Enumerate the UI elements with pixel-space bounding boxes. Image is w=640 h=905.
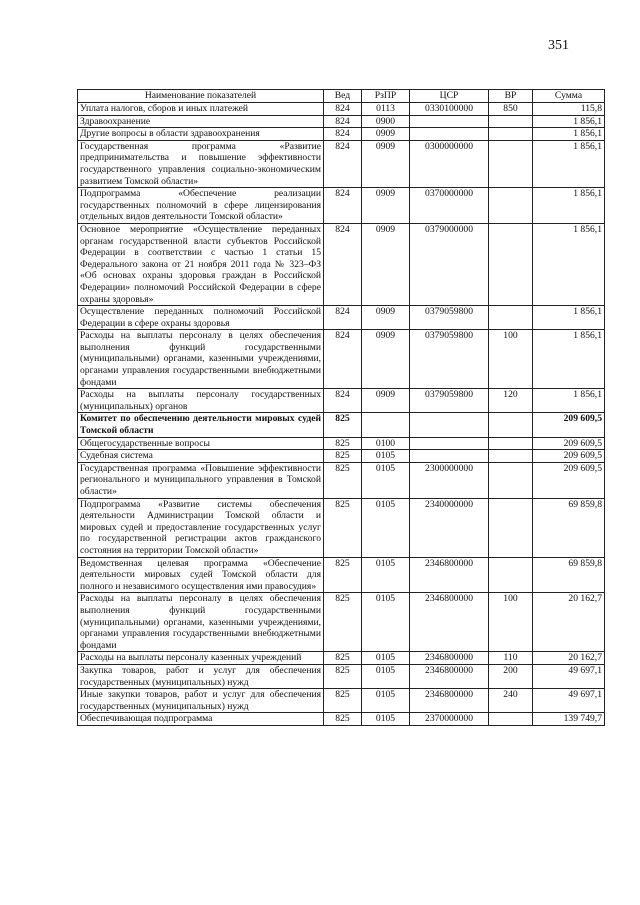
table-header-row [78,90,605,103]
cell-vr: 100 [489,330,533,389]
cell-ved: 824 [324,103,362,116]
table-row [78,140,605,187]
cell-csr: 0379059800 [410,306,489,330]
cell-csr: 2346800000 [410,557,489,593]
cell-vr [489,462,533,498]
cell-sum: 69 859,8 [533,557,605,593]
cell-sum: 1 856,1 [533,330,605,389]
table-row [78,498,605,557]
cell-ved: 825 [324,652,362,665]
cell-ved: 824 [324,140,362,187]
cell-ved: 824 [324,115,362,128]
cell-name: Ведомственная целевая программа «Обеспечение деятельности мировых судей Томской области для полного и независимого осуществления ими правосудия» [78,557,324,593]
cell-sum: 209 609,5 [533,462,605,498]
header-csr: ЦСР [410,90,489,103]
table-row [78,115,605,128]
cell-rzpr: 0909 [362,223,410,305]
cell-rzpr: 0105 [362,498,410,557]
cell-vr [489,306,533,330]
cell-name: Судебная система [78,450,324,463]
cell-name: Государственная программа «Повышение эффективности регионального и муниципального управления в Томской области» [78,462,324,498]
cell-vr [489,413,533,437]
table-row [78,330,605,389]
cell-rzpr: 0105 [362,664,410,688]
cell-ved: 825 [324,713,362,726]
header-vr: ВР [489,90,533,103]
cell-csr: 0300000000 [410,140,489,187]
cell-vr: 850 [489,103,533,116]
cell-rzpr: 0105 [362,462,410,498]
cell-ved: 825 [324,664,362,688]
cell-vr [489,115,533,128]
cell-ved: 824 [324,128,362,141]
cell-name: Основное мероприятие «Осуществление переданных органам государственной власти субъектов Российской Федерации в соответствии с частью 1 статьи 15 Федерального закона от 21 ноября 2011 года № 323–ФЗ «Об основах охраны здоровья граждан в Российской Федерации» полномочий Российской Федерации в сфере охраны здоровья» [78,223,324,305]
cell-sum: 139 749,7 [533,713,605,726]
cell-sum: 69 859,8 [533,498,605,557]
cell-vr: 200 [489,664,533,688]
cell-sum: 20 162,7 [533,593,605,652]
table-row [78,389,605,413]
table-row [78,188,605,224]
cell-rzpr: 0909 [362,306,410,330]
cell-ved: 825 [324,498,362,557]
cell-vr: 120 [489,389,533,413]
cell-name: Подпрограмма «Обеспечение реализации государственных полномочий в сфере лицензирования отдельных видов деятельности Томской области» [78,188,324,224]
header-name: Наименование показателей [78,90,324,103]
cell-sum: 1 856,1 [533,140,605,187]
cell-ved: 825 [324,462,362,498]
cell-ved: 825 [324,413,362,437]
cell-name: Осуществление переданных полномочий Российской Федерации в сфере охраны здоровья [78,306,324,330]
table-row [78,557,605,593]
cell-ved: 824 [324,188,362,224]
cell-csr [410,413,489,437]
cell-csr: 2346800000 [410,664,489,688]
cell-rzpr: 0105 [362,557,410,593]
header-rzpr: РзПР [362,90,410,103]
cell-rzpr: 0909 [362,140,410,187]
cell-csr: 2346800000 [410,652,489,665]
cell-sum: 20 162,7 [533,652,605,665]
cell-name: Расходы на выплаты персоналу в целях обеспечения выполнения функций государственными (муниципальными) органами, казенными учреждениями, органами управления государственными внебюджетными фондами [78,330,324,389]
cell-vr [489,140,533,187]
cell-csr: 0379059800 [410,330,489,389]
cell-csr: 0370000000 [410,188,489,224]
cell-name: Обеспечивающая подпрограмма [78,713,324,726]
cell-sum: 209 609,5 [533,450,605,463]
cell-rzpr: 0113 [362,103,410,116]
cell-sum: 1 856,1 [533,115,605,128]
cell-name: Подпрограмма «Развитие системы обеспечения деятельности Администрации Томской области и мировых судей и предоставление государственных услуг по государственной регистрации актов гражданского состояния на территории Томской области» [78,498,324,557]
cell-vr [489,188,533,224]
cell-csr: 2370000000 [410,713,489,726]
cell-rzpr: 0105 [362,713,410,726]
cell-name: Расходы на выплаты персоналу государственных (муниципальных) органов [78,389,324,413]
cell-csr [410,437,489,450]
cell-csr [410,128,489,141]
cell-vr [489,450,533,463]
cell-csr: 0379000000 [410,223,489,305]
cell-name: Комитет по обеспечению деятельности мировых судей Томской области [78,413,324,437]
cell-rzpr: 0105 [362,689,410,713]
cell-rzpr: 0105 [362,450,410,463]
table-row [78,306,605,330]
table-row [78,103,605,116]
cell-name: Закупка товаров, работ и услуг для обеспечения государственных (муниципальных) нужд [78,664,324,688]
cell-rzpr: 0909 [362,389,410,413]
cell-rzpr: 0909 [362,330,410,389]
cell-name: Расходы на выплаты персоналу в целях обеспечения выполнения функций государственными (муниципальными) органами, казенными учреждениями, органами управления государственными внебюджетными фондами [78,593,324,652]
cell-vr [489,223,533,305]
cell-rzpr: 0105 [362,652,410,665]
cell-name: Государственная программа «Развитие предпринимательства и повышение эффективности государственного управления социально-экономическим развитием Томской области» [78,140,324,187]
cell-name: Общегосударственные вопросы [78,437,324,450]
table-row [78,128,605,141]
header-sum: Сумма [533,90,605,103]
cell-vr: 240 [489,689,533,713]
cell-ved: 824 [324,306,362,330]
cell-sum: 49 697,1 [533,689,605,713]
table-row [78,437,605,450]
table-row [78,664,605,688]
table-row [78,652,605,665]
cell-csr: 2300000000 [410,462,489,498]
cell-ved: 824 [324,389,362,413]
header-ved: Вед [324,90,362,103]
table-row [78,593,605,652]
cell-sum: 1 856,1 [533,223,605,305]
cell-ved: 825 [324,689,362,713]
cell-name: Расходы на выплаты персоналу казенных учреждений [78,652,324,665]
cell-name: Здравоохранение [78,115,324,128]
table-row [78,462,605,498]
cell-name: Уплата налогов, сборов и иных платежей [78,103,324,116]
table-row [78,223,605,305]
cell-csr [410,115,489,128]
cell-sum: 1 856,1 [533,389,605,413]
cell-vr [489,437,533,450]
cell-sum: 115,8 [533,103,605,116]
cell-ved: 825 [324,593,362,652]
cell-rzpr: 0100 [362,437,410,450]
cell-ved: 824 [324,330,362,389]
cell-csr: 0379059800 [410,389,489,413]
cell-sum: 209 609,5 [533,437,605,450]
cell-sum: 1 856,1 [533,306,605,330]
cell-rzpr: 0909 [362,188,410,224]
cell-csr: 2340000000 [410,498,489,557]
cell-csr: 0330100000 [410,103,489,116]
table-row [78,450,605,463]
cell-ved: 824 [324,223,362,305]
cell-ved: 825 [324,450,362,463]
cell-sum: 49 697,1 [533,664,605,688]
cell-ved: 825 [324,437,362,450]
cell-name: Иные закупки товаров, работ и услуг для обеспечения государственных (муниципальных) нужд [78,689,324,713]
table-body [78,103,605,726]
cell-vr [489,128,533,141]
cell-sum: 1 856,1 [533,188,605,224]
cell-sum: 1 856,1 [533,128,605,141]
cell-csr: 2346800000 [410,593,489,652]
cell-sum: 209 609,5 [533,413,605,437]
table-row [78,689,605,713]
cell-name: Другие вопросы в области здравоохранения [78,128,324,141]
cell-rzpr: 0909 [362,128,410,141]
table-row [78,413,605,437]
budget-table [77,89,605,726]
cell-rzpr: 0105 [362,593,410,652]
cell-vr: 100 [489,593,533,652]
cell-vr: 110 [489,652,533,665]
cell-rzpr [362,413,410,437]
cell-vr [489,557,533,593]
cell-csr [410,450,489,463]
cell-rzpr: 0900 [362,115,410,128]
cell-ved: 825 [324,557,362,593]
table-row [78,713,605,726]
cell-csr: 2346800000 [410,689,489,713]
cell-vr [489,498,533,557]
cell-vr [489,713,533,726]
page-number: 351 [548,38,569,53]
